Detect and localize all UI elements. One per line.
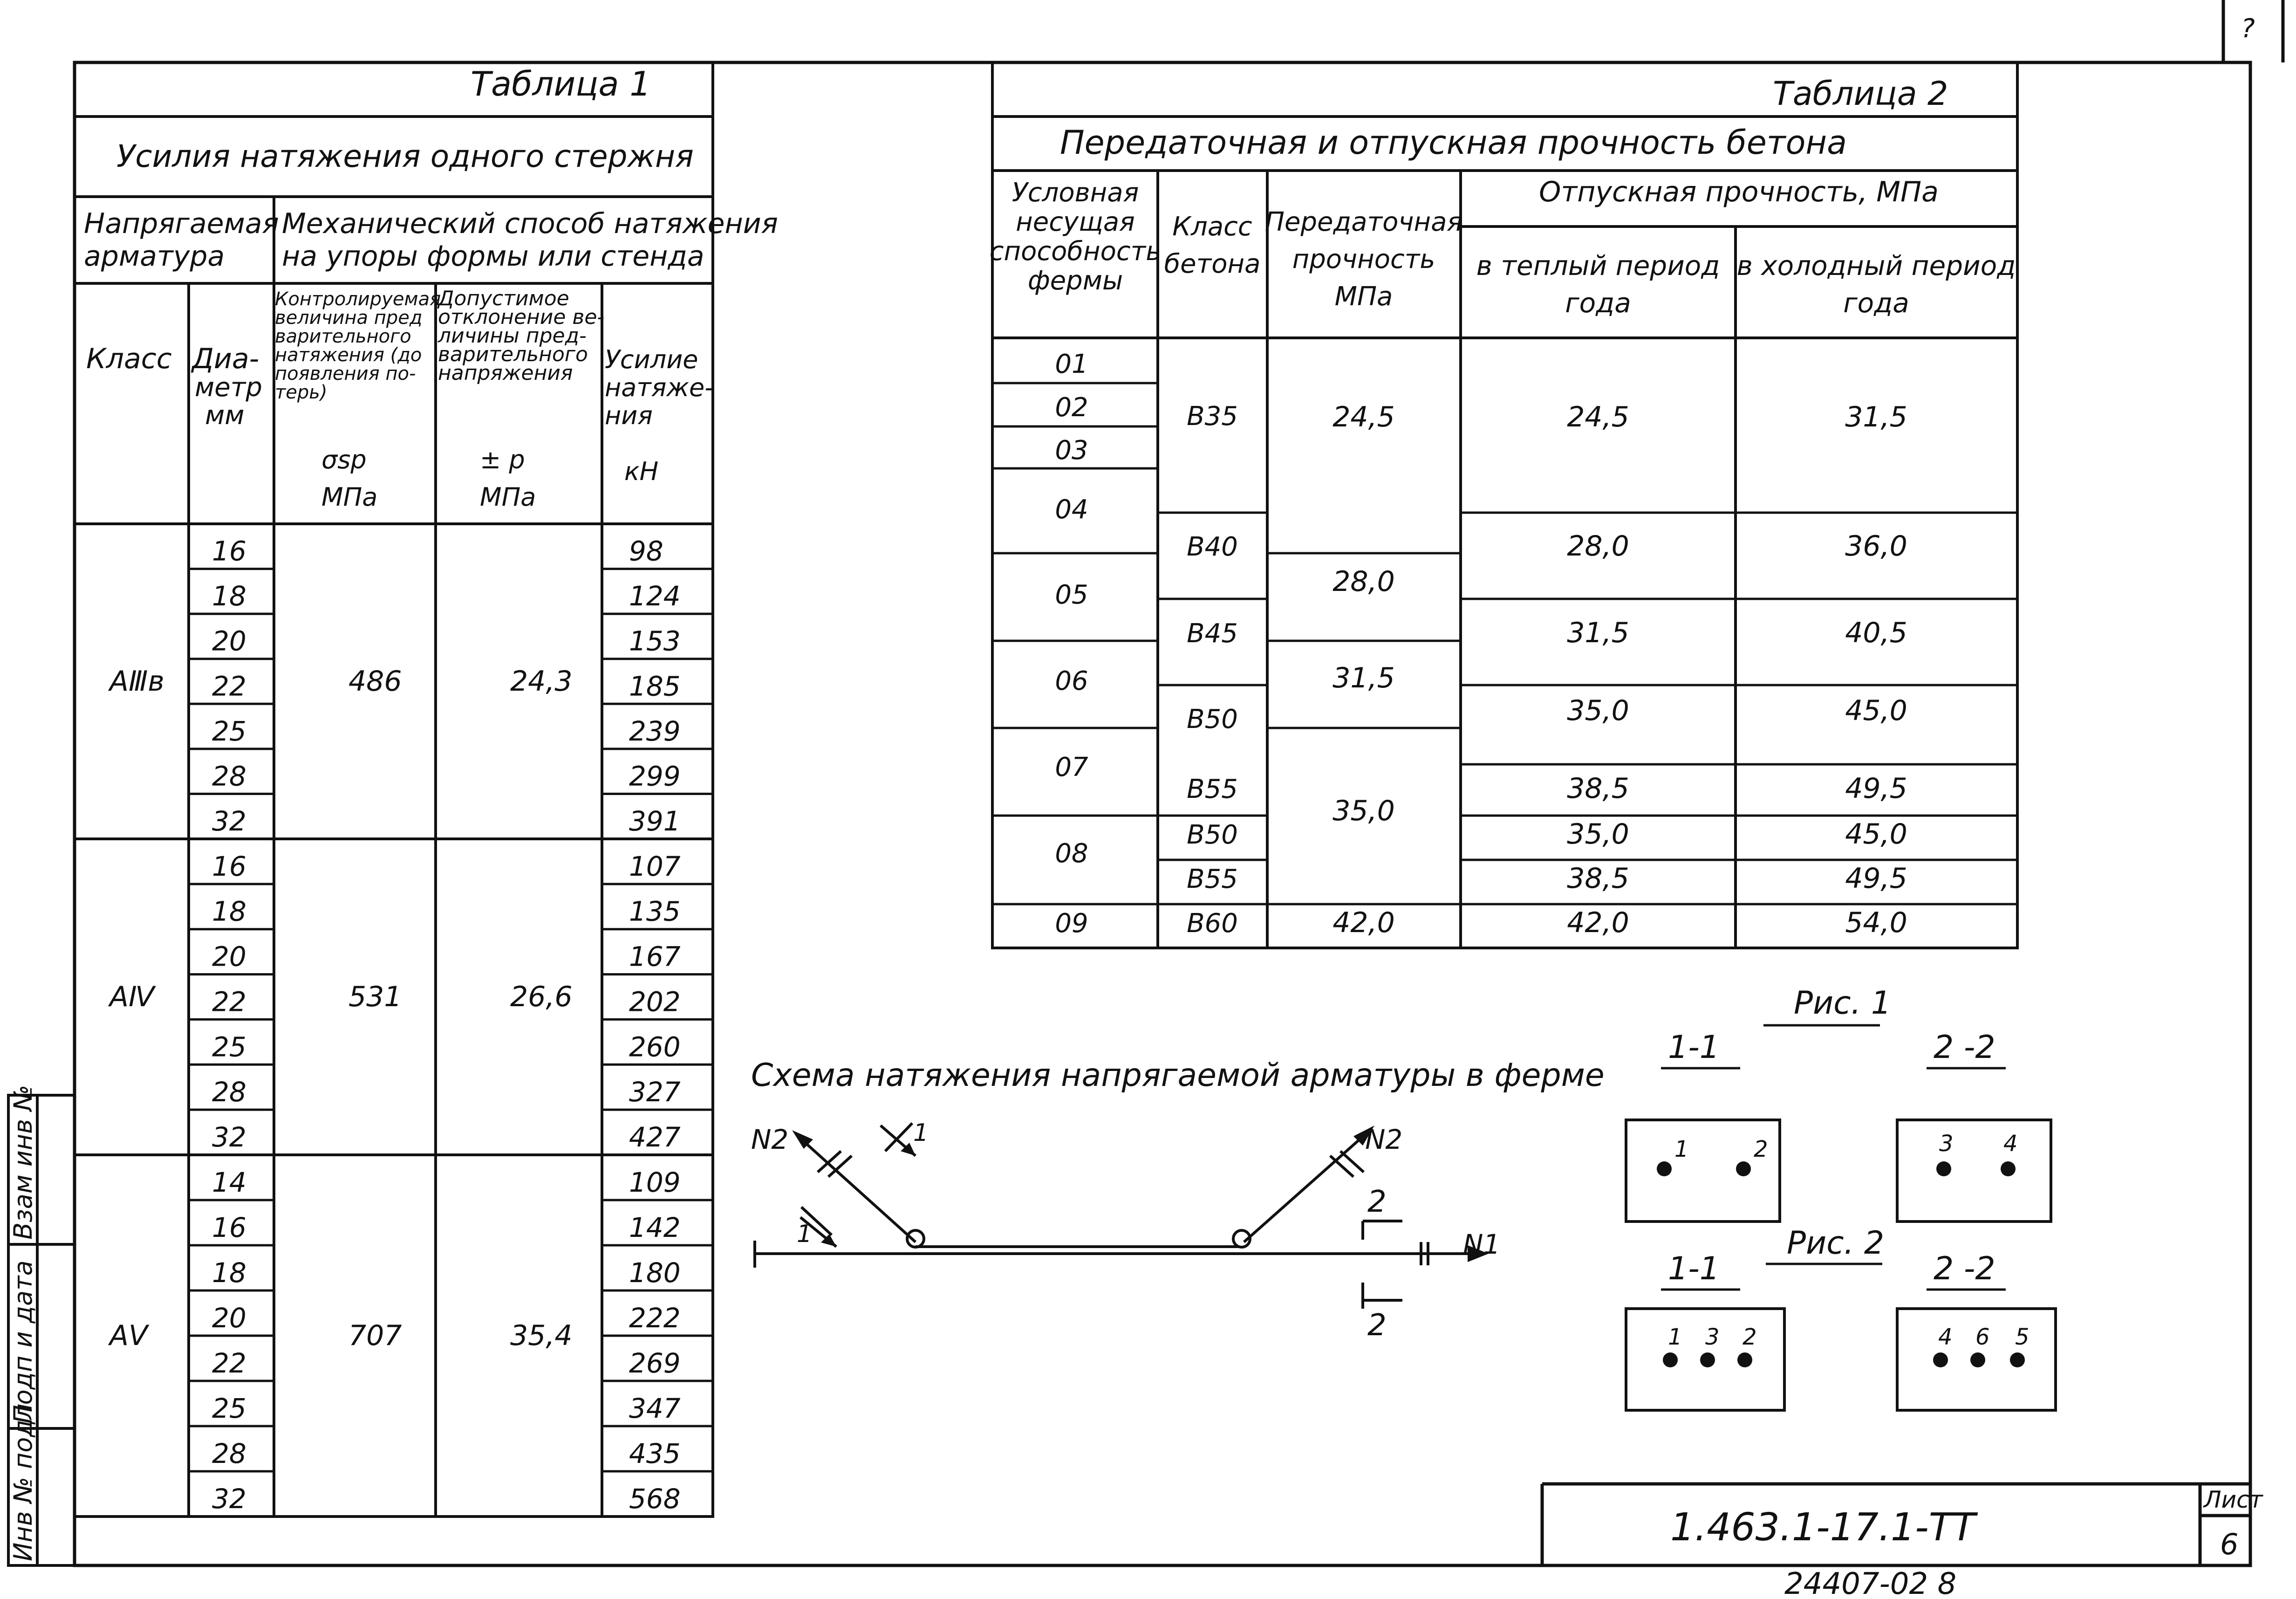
bar-diameter: 22 xyxy=(212,986,246,1018)
reinforcement-bar xyxy=(1737,1352,1752,1367)
fig-1-caption: Рис. 1 xyxy=(1794,985,1892,1022)
transfer-strength: 24,5 xyxy=(1332,401,1395,433)
table-1-grid xyxy=(75,62,713,1517)
truss-capacity: 09 xyxy=(1055,908,1088,939)
concrete-class: В50 xyxy=(1187,704,1238,734)
capacity-header-line: несущая xyxy=(1016,207,1135,237)
armature-class: АⅢв xyxy=(109,665,164,698)
release-strength-header: Отпускная прочность, МПа xyxy=(1539,176,1939,208)
cold-release-strength: 31,5 xyxy=(1845,401,1907,433)
bar-diameter: 18 xyxy=(212,1257,246,1289)
n2-left-label: N2 xyxy=(751,1124,789,1155)
tension-force: 153 xyxy=(629,625,681,657)
truss-capacity: 08 xyxy=(1055,838,1088,869)
method-header-1: Механический способ натяжения xyxy=(282,207,778,240)
bar-diameter: 32 xyxy=(212,1483,246,1515)
fig-1-section-11: 1-1 xyxy=(1668,1029,1720,1066)
tension-force: 180 xyxy=(629,1257,681,1289)
fig-2-section-11: 1-1 xyxy=(1668,1250,1720,1287)
reinforcement-bar xyxy=(1933,1352,1948,1367)
tension-force: 124 xyxy=(629,580,681,612)
armature-class: АⅤ xyxy=(109,1319,148,1352)
truss-capacity: 04 xyxy=(1055,494,1088,525)
warm-release-strength: 35,0 xyxy=(1567,818,1629,851)
force-header-line: ния xyxy=(605,401,653,430)
tension-force: 98 xyxy=(629,535,663,567)
bar-number: 1 xyxy=(1668,1324,1682,1350)
bar-diameter: 25 xyxy=(212,1393,246,1424)
bar-diameter: 22 xyxy=(212,670,246,702)
stamp-signature-date: Подп и дата xyxy=(8,1260,38,1424)
deviation-header-line: отклонение ве- xyxy=(438,305,605,329)
bar-diameter: 32 xyxy=(212,805,246,837)
deviation-header-line: ± p xyxy=(480,445,525,474)
table-2-caption: Таблица 2 xyxy=(1773,75,1948,113)
transfer-strength: 28,0 xyxy=(1332,565,1395,598)
tension-force: 327 xyxy=(629,1076,681,1108)
tension-force: 260 xyxy=(629,1031,681,1063)
deviation-header-line: МПа xyxy=(480,482,536,512)
stamp-replaced-inv: Взам инв № xyxy=(8,1084,38,1240)
table-1-row-lines xyxy=(189,569,713,1471)
method-header-2: на упоры формы или стенда xyxy=(282,240,704,273)
control-header-line: величина пред xyxy=(275,307,423,329)
table-2 xyxy=(990,62,2017,948)
warm-release-strength: 31,5 xyxy=(1567,617,1629,649)
tension-force: 167 xyxy=(629,940,681,973)
transfer-strength-header-line: МПа xyxy=(1334,281,1393,312)
concrete-class: В60 xyxy=(1187,908,1238,939)
tension-force: 435 xyxy=(629,1438,681,1469)
table-2-body xyxy=(1055,349,1907,939)
bar-diameter: 20 xyxy=(212,1302,246,1334)
control-stress-value: 707 xyxy=(348,1319,402,1352)
armature-class: АⅣ xyxy=(109,981,155,1013)
concrete-class-header-line: бетона xyxy=(1164,249,1261,279)
deviation-header-line: напряжения xyxy=(438,361,573,385)
concrete-class-header-line: Класс xyxy=(1172,212,1252,242)
cold-release-strength: 45,0 xyxy=(1845,694,1907,727)
truss-capacity: 02 xyxy=(1055,392,1088,423)
bar-diameter: 16 xyxy=(212,1212,246,1243)
concrete-class: В50 xyxy=(1187,820,1238,850)
bar-diameter: 25 xyxy=(212,1031,246,1063)
corner-mark: ? xyxy=(2241,14,2255,44)
fig-1-bars xyxy=(1657,1131,2018,1176)
bar-diameter: 22 xyxy=(212,1347,246,1379)
capacity-header-line: Условная xyxy=(1011,178,1139,208)
transfer-strength: 31,5 xyxy=(1332,662,1395,694)
control-header-line: σsp xyxy=(321,445,367,474)
control-stress-value: 486 xyxy=(348,665,402,698)
cold-release-strength: 45,0 xyxy=(1845,818,1907,851)
concrete-class: В55 xyxy=(1187,774,1238,804)
truss-capacity: 07 xyxy=(1055,752,1088,782)
tension-force: 185 xyxy=(629,670,681,702)
bar-number: 2 xyxy=(1742,1324,1757,1350)
armature-header-2: арматура xyxy=(84,240,225,273)
table-2-header xyxy=(990,176,2016,319)
bar-diameter: 16 xyxy=(212,535,246,567)
bar-diameter: 28 xyxy=(212,1438,246,1469)
cold-release-strength: 40,5 xyxy=(1845,617,1907,649)
scheme-title: Схема натяжения напрягаемой арматуры в ферме xyxy=(751,1057,1605,1094)
side-stamp xyxy=(8,1085,75,1565)
transfer-strength-header-line: Передаточная xyxy=(1264,207,1463,237)
bar-number: 6 xyxy=(1975,1324,1990,1350)
deviation-header-line: Допустимое xyxy=(438,287,569,310)
tension-force: 202 xyxy=(629,986,681,1018)
force-header-line: кН xyxy=(624,457,659,486)
tensioning-scheme xyxy=(751,1057,1605,1343)
bar-number: 5 xyxy=(2015,1324,2030,1350)
cold-release-strength: 49,5 xyxy=(1845,772,1907,805)
tension-force: 107 xyxy=(629,850,681,882)
deviation-value: 24,3 xyxy=(510,665,573,698)
reinforcement-bar xyxy=(2001,1161,2016,1176)
section-1-top-label: 1 xyxy=(913,1119,929,1147)
truss-capacity: 01 xyxy=(1055,349,1088,379)
concrete-class: В45 xyxy=(1187,618,1238,649)
n1-label: N1 xyxy=(1463,1228,1501,1260)
warm-period-header-line: года xyxy=(1565,287,1631,319)
sheet-label: Лист xyxy=(2204,1486,2263,1513)
bar-diameter: 14 xyxy=(212,1167,246,1198)
section-figures xyxy=(1626,985,2056,1410)
table-1-caption: Таблица 1 xyxy=(471,64,651,103)
bar-number: 3 xyxy=(1939,1131,1954,1157)
reinforcement-bar xyxy=(1736,1161,1751,1176)
reinforcement-bar xyxy=(1657,1161,1672,1176)
control-header-line: МПа xyxy=(321,482,378,512)
truss-capacity: 06 xyxy=(1055,666,1088,696)
cold-release-strength: 54,0 xyxy=(1845,906,1907,939)
control-header-line: Контролируемая xyxy=(275,288,441,310)
section-2-top-label: 2 xyxy=(1367,1185,1387,1219)
reinforcement-bar xyxy=(1700,1352,1715,1367)
diameter-header-3: мм xyxy=(205,400,245,431)
warm-release-strength: 35,0 xyxy=(1567,694,1629,727)
capacity-header-line: способность xyxy=(989,236,1162,267)
control-header xyxy=(275,288,441,512)
deviation-header-line: личины пред- xyxy=(438,324,587,348)
control-stress-value: 531 xyxy=(348,981,402,1013)
tension-force: 299 xyxy=(629,760,681,792)
tension-force: 427 xyxy=(629,1121,681,1153)
cold-period-header-line: в холодный период xyxy=(1736,250,2016,281)
transfer-strength: 35,0 xyxy=(1332,795,1395,827)
fig-2-caption: Рис. 2 xyxy=(1787,1225,1885,1262)
cold-release-strength: 36,0 xyxy=(1845,530,1907,563)
fig-2-bars xyxy=(1663,1324,2030,1367)
bar-diameter: 25 xyxy=(212,715,246,747)
table-1-body xyxy=(108,535,681,1515)
bar-diameter: 28 xyxy=(212,1076,246,1108)
bar-number: 1 xyxy=(1674,1136,1689,1162)
stamp-original-inv: Инв № подл xyxy=(8,1403,38,1561)
reinforcement-bar xyxy=(1970,1352,1985,1367)
deviation-header-line: варительного xyxy=(438,343,588,366)
bar-diameter: 20 xyxy=(212,940,246,973)
warm-release-strength: 28,0 xyxy=(1567,530,1629,563)
bar-number: 2 xyxy=(1754,1136,1768,1162)
concrete-class: В55 xyxy=(1187,864,1238,894)
bar-diameter: 18 xyxy=(212,580,246,612)
deviation-header xyxy=(437,287,604,512)
deviation-value: 26,6 xyxy=(510,981,573,1013)
bar-diameter: 18 xyxy=(212,895,246,927)
force-header xyxy=(605,345,714,486)
reinforcement-bar xyxy=(1663,1352,1678,1367)
warm-release-strength: 38,5 xyxy=(1567,772,1629,805)
sheet-number: 6 xyxy=(2220,1527,2239,1561)
archive-number: 24407-02 8 xyxy=(1784,1567,1957,1599)
tension-force: 347 xyxy=(629,1393,681,1424)
section-2-bottom-label: 2 xyxy=(1367,1308,1387,1343)
bar-number: 4 xyxy=(2003,1131,2018,1157)
bar-diameter: 16 xyxy=(212,850,246,882)
diameter-header-2: метр xyxy=(195,372,262,403)
bar-number: 3 xyxy=(1705,1324,1720,1350)
control-header-line: варительного xyxy=(275,326,411,347)
tension-force: 142 xyxy=(629,1212,681,1243)
diameter-header-1: Диа- xyxy=(192,343,260,375)
tension-force: 568 xyxy=(629,1483,681,1515)
bar-diameter: 28 xyxy=(212,760,246,792)
table-2-title: Передаточная и отпускная прочность бетона xyxy=(1060,124,1847,162)
transfer-strength-header-line: прочность xyxy=(1292,244,1435,275)
concrete-class: В35 xyxy=(1187,401,1238,432)
fig-1-left-section xyxy=(1626,1120,1780,1222)
armature-header-1: Напрягаемая xyxy=(84,207,279,240)
deviation-value: 35,4 xyxy=(510,1319,573,1352)
warm-release-strength: 24,5 xyxy=(1567,401,1629,433)
force-header-line: Усилие xyxy=(605,345,698,374)
title-block xyxy=(1542,1484,2264,1599)
control-header-line: терь) xyxy=(275,382,328,403)
table-1 xyxy=(75,62,778,1517)
document-code: 1.463.1-17.1-ТТ xyxy=(1670,1505,1975,1550)
fig-1-right-section xyxy=(1897,1120,2051,1222)
control-header-line: появления по- xyxy=(275,363,416,384)
tension-force: 135 xyxy=(629,895,681,927)
transfer-strength: 42,0 xyxy=(1332,906,1395,939)
tension-force: 109 xyxy=(629,1167,681,1198)
reinforcement-bar xyxy=(2010,1352,2025,1367)
concrete-class: В40 xyxy=(1187,532,1238,562)
control-header-line: натяжения (до xyxy=(275,344,422,366)
fig-2-section-22: 2 -2 xyxy=(1934,1250,1995,1287)
capacity-header-line: фермы xyxy=(1027,266,1123,296)
tension-force: 391 xyxy=(629,805,681,837)
section-1-bottom-label: 1 xyxy=(797,1220,813,1248)
force-header-line: натяже- xyxy=(605,373,714,402)
warm-period-header-line: в теплый период xyxy=(1476,250,1720,281)
tension-force: 222 xyxy=(629,1302,681,1334)
tension-force: 269 xyxy=(629,1347,681,1379)
reinforcement-bar xyxy=(1936,1161,1951,1176)
warm-release-strength: 38,5 xyxy=(1567,862,1629,895)
n2-right-label: N2 xyxy=(1365,1124,1403,1155)
cold-period-header-line: года xyxy=(1843,287,1909,319)
truss-capacity: 03 xyxy=(1055,435,1088,466)
class-header: Класс xyxy=(86,343,172,375)
bar-number: 4 xyxy=(1938,1324,1953,1350)
truss-capacity: 05 xyxy=(1055,580,1088,610)
table-1-title: Усилия натяжения одного стержня xyxy=(116,138,694,174)
warm-release-strength: 42,0 xyxy=(1567,906,1629,939)
fig-1-section-22: 2 -2 xyxy=(1934,1029,1995,1066)
bar-diameter: 20 xyxy=(212,625,246,657)
bar-diameter: 32 xyxy=(212,1121,246,1153)
cold-release-strength: 49,5 xyxy=(1845,862,1907,895)
tension-force: 239 xyxy=(629,715,681,747)
